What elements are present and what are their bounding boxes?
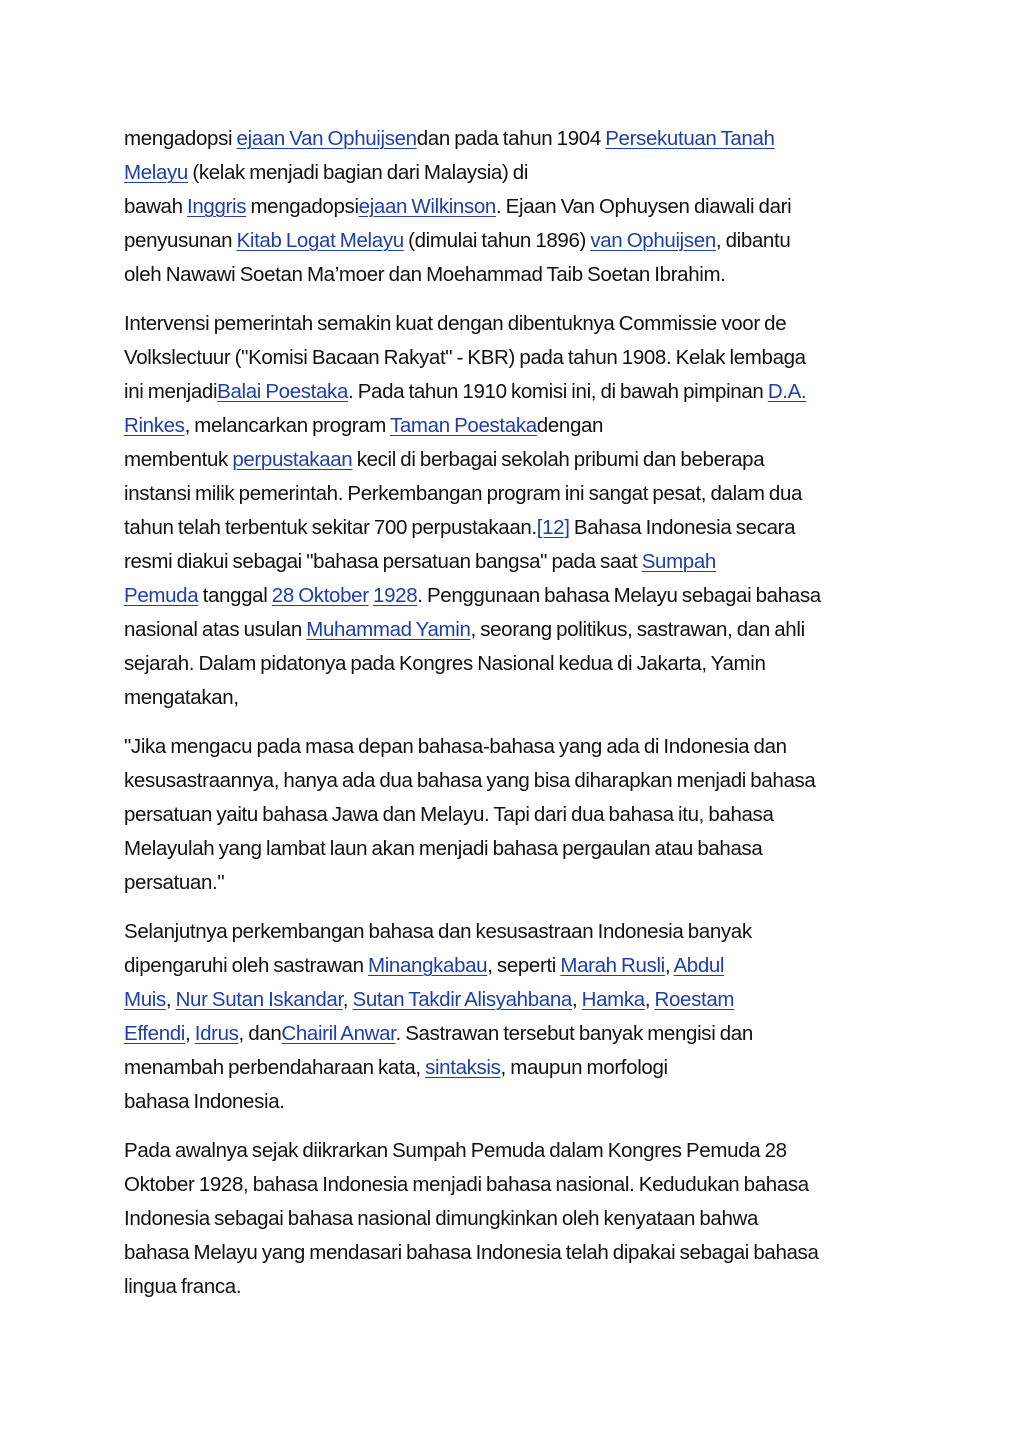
hyperlink[interactable]: Sumpah xyxy=(641,550,716,573)
hyperlink[interactable]: D.A. xyxy=(767,380,807,403)
text-line xyxy=(124,866,900,900)
text-line xyxy=(124,1168,900,1202)
text-segment: persatuan." xyxy=(124,871,225,894)
text-line xyxy=(124,224,900,258)
text-line xyxy=(124,1085,900,1119)
text-line xyxy=(124,122,900,156)
text-line xyxy=(124,1017,900,1051)
text-segment: (kelak menjadi bagian dari Malaysia) di xyxy=(188,161,529,184)
hyperlink[interactable]: Kitab Logat Melayu xyxy=(236,229,404,252)
paragraph xyxy=(124,915,900,1119)
text-segment: dipengaruhi oleh sastrawan xyxy=(124,954,368,977)
hyperlink[interactable]: Nur Sutan Iskandar xyxy=(175,988,343,1011)
text-line xyxy=(124,1134,900,1168)
text-line xyxy=(124,1202,900,1236)
text-line xyxy=(124,443,900,477)
text-segment: oleh Nawawi Soetan Ma’moer dan Moehammad Taib Soetan Ibrahim. xyxy=(124,263,726,286)
text-segment: Bahasa Indonesia secara xyxy=(569,516,796,539)
hyperlink[interactable]: [12] xyxy=(536,516,570,539)
text-segment: Melayulah yang lambat laun akan menjadi bahasa pergaulan atau bahasa xyxy=(124,837,763,860)
hyperlink[interactable]: Roestam xyxy=(654,988,735,1011)
text-segment: mengatakan, xyxy=(124,686,239,709)
text-segment: mengadopsi xyxy=(124,127,237,150)
text-segment: membentuk xyxy=(124,448,233,471)
hyperlink[interactable]: 1928 xyxy=(373,584,418,607)
text-line xyxy=(124,647,900,681)
hyperlink[interactable]: Inggris xyxy=(187,195,247,218)
text-segment: , maupun morfologi xyxy=(500,1056,668,1079)
hyperlink[interactable]: Hamka xyxy=(581,988,645,1011)
text-segment: nasional atas usulan xyxy=(124,618,307,641)
text-segment: . Sastrawan tersebut banyak mengisi dan xyxy=(395,1022,753,1045)
hyperlink[interactable]: Taman Poestaka xyxy=(389,414,537,437)
hyperlink[interactable]: Rinkes xyxy=(124,414,185,437)
text-line xyxy=(124,545,900,579)
text-segment: . Ejaan Van Ophuysen diawali dari xyxy=(495,195,792,218)
text-line xyxy=(124,613,900,647)
text-line xyxy=(124,579,900,613)
text-line xyxy=(124,375,900,409)
paragraph xyxy=(124,307,900,715)
text-line xyxy=(124,681,900,715)
text-segment: , xyxy=(571,988,582,1011)
text-segment: , xyxy=(664,954,674,977)
text-segment: , xyxy=(644,988,655,1011)
paragraph xyxy=(124,1134,900,1304)
text-segment: . Penggunaan bahasa Melayu sebagai bahasa xyxy=(417,584,821,607)
hyperlink[interactable]: Chairil Anwar xyxy=(281,1022,396,1045)
text-segment: bahasa Indonesia. xyxy=(124,1090,285,1113)
hyperlink[interactable]: van Ophuijsen xyxy=(590,229,716,252)
hyperlink[interactable]: Abdul xyxy=(673,954,725,977)
hyperlink[interactable]: Idrus xyxy=(194,1022,239,1045)
text-line xyxy=(124,341,900,375)
text-segment: persatuan yaitu bahasa Jawa dan Melayu. Tapi dari dua bahasa itu, bahasa xyxy=(124,803,774,826)
text-segment: dan pada tahun 1904 xyxy=(416,127,606,150)
text-segment: , xyxy=(342,988,353,1011)
text-line xyxy=(124,949,900,983)
paragraph xyxy=(124,122,900,292)
text-line xyxy=(124,915,900,949)
text-segment: menambah perbendaharaan kata, xyxy=(124,1056,426,1079)
hyperlink[interactable]: Muis xyxy=(124,988,166,1011)
hyperlink[interactable]: ejaan Wilkinson xyxy=(358,195,496,218)
text-line xyxy=(124,1270,900,1304)
text-segment: ini menjadi xyxy=(124,380,218,403)
text-line xyxy=(124,156,900,190)
text-segment: bahasa Melayu yang mendasari bahasa Indonesia telah dipakai sebagai bahasa xyxy=(124,1241,819,1264)
text-line xyxy=(124,258,900,292)
text-segment: , dibantu xyxy=(715,229,791,252)
hyperlink[interactable]: Balai Poestaka xyxy=(217,380,349,403)
text-line xyxy=(124,1236,900,1270)
text-segment: resmi diakui sebagai "bahasa persatuan bangsa" pada saat xyxy=(124,550,642,573)
text-segment: dengan xyxy=(536,414,604,437)
text-segment: mengadopsi xyxy=(246,195,359,218)
text-line xyxy=(124,730,900,764)
text-line xyxy=(124,190,900,224)
text-segment: instansi milik pemerintah. Perkembangan program ini sangat pesat, dalam dua xyxy=(124,482,803,505)
text-line xyxy=(124,307,900,341)
text-segment: sejarah. Dalam pidatonya pada Kongres Nasional kedua di Jakarta, Yamin xyxy=(124,652,766,675)
text-segment: Pada awalnya sejak diikrarkan Sumpah Pemuda dalam Kongres Pemuda 28 xyxy=(124,1139,787,1162)
text-segment: Volkslectuur ("Komisi Bacaan Rakyat" - KBR) pada tahun 1908. Kelak lembaga xyxy=(124,346,806,369)
text-segment: Intervensi pemerintah semakin kuat dengan dibentuknya Commissie voor de xyxy=(124,312,787,335)
hyperlink[interactable]: Marah Rusli xyxy=(560,954,665,977)
text-segment: kesusastraannya, hanya ada dua bahasa yang bisa diharapkan menjadi bahasa xyxy=(124,769,816,792)
text-segment: bawah xyxy=(124,195,188,218)
text-line xyxy=(124,764,900,798)
hyperlink[interactable]: perpustakaan xyxy=(232,448,353,471)
text-segment: Selanjutnya perkembangan bahasa dan kesusastraan Indonesia banyak xyxy=(124,920,752,943)
paragraph xyxy=(124,730,900,900)
text-segment: (dimulai tahun 1896) xyxy=(403,229,591,252)
text-line xyxy=(124,798,900,832)
text-segment: , xyxy=(165,988,176,1011)
document-body xyxy=(124,122,900,1319)
text-segment: "Jika mengacu pada masa depan bahasa-bahasa yang ada di Indonesia dan xyxy=(124,735,787,758)
hyperlink[interactable]: sintaksis xyxy=(425,1056,501,1079)
hyperlink[interactable]: Muhammad Yamin xyxy=(306,618,471,641)
text-line xyxy=(124,409,900,443)
text-line xyxy=(124,983,900,1017)
text-segment: , melancarkan program xyxy=(184,414,390,437)
text-line xyxy=(124,511,900,545)
text-segment: kecil di berbagai sekolah pribumi dan beberapa xyxy=(352,448,765,471)
hyperlink[interactable]: Sutan Takdir Alisyahbana xyxy=(352,988,572,1011)
text-line xyxy=(124,477,900,511)
text-segment: Oktober 1928, bahasa Indonesia menjadi bahasa nasional. Kedudukan bahasa xyxy=(124,1173,809,1196)
text-segment: , dan xyxy=(238,1022,282,1045)
hyperlink[interactable]: Pemuda xyxy=(124,584,199,607)
text-segment: , seorang politikus, sastrawan, dan ahli xyxy=(470,618,805,641)
hyperlink[interactable]: 28 Oktober xyxy=(271,584,369,607)
hyperlink[interactable]: Persekutuan Tanah xyxy=(605,127,775,150)
text-segment: lingua franca. xyxy=(124,1275,242,1298)
text-segment: penyusunan xyxy=(124,229,237,252)
hyperlink[interactable]: Effendi xyxy=(124,1022,186,1045)
hyperlink[interactable]: Melayu xyxy=(124,161,188,184)
text-segment: , xyxy=(185,1022,195,1045)
hyperlink[interactable]: Minangkabau xyxy=(367,954,488,977)
text-segment: Indonesia sebagai bahasa nasional dimungkinkan oleh kenyataan bahwa xyxy=(124,1207,759,1230)
text-segment: , seperti xyxy=(487,954,561,977)
text-line xyxy=(124,832,900,866)
text-segment: tanggal xyxy=(198,584,272,607)
hyperlink[interactable]: ejaan Van Ophuijsen xyxy=(236,127,417,150)
text-segment: . Pada tahun 1910 komisi ini, di bawah pimpinan xyxy=(348,380,768,403)
text-segment: tahun telah terbentuk sekitar 700 perpustakaan. xyxy=(124,516,537,539)
text-line xyxy=(124,1051,900,1085)
